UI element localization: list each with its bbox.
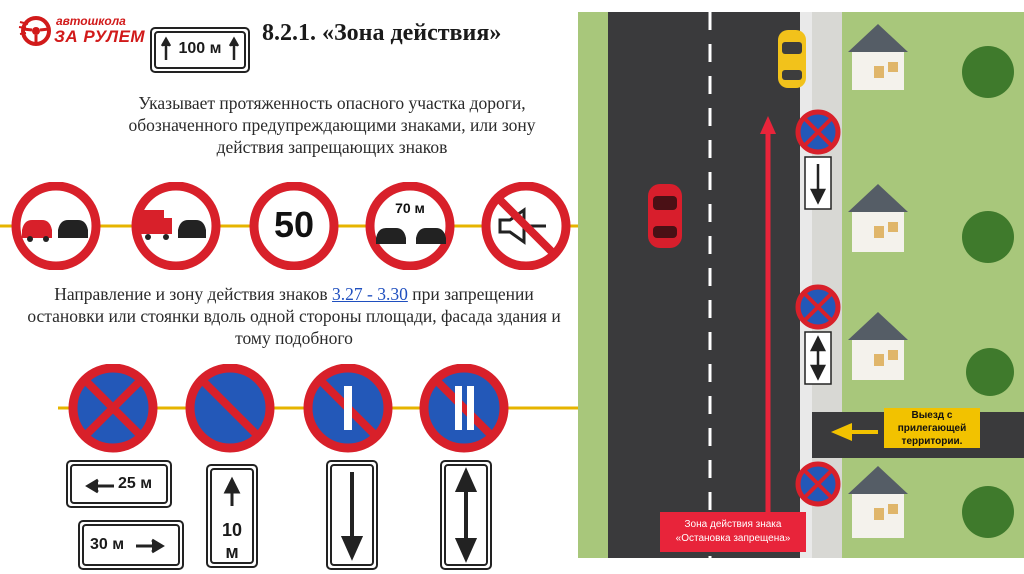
no-truck-overtaking-icon (136, 186, 216, 266)
taxi-icon (778, 30, 806, 88)
steering-wheel-icon (18, 14, 54, 48)
no-overtaking-icon (16, 186, 96, 266)
speed-limit-value: 50 (273, 204, 315, 245)
zone-label (660, 518, 806, 546)
plate-up-10-number: 10 (221, 520, 243, 540)
no-parking-odd-days-icon (308, 368, 388, 448)
plate-up-10 (206, 464, 258, 568)
arrow-down-icon (326, 460, 378, 570)
plate-left-25 (66, 460, 172, 508)
zone-label-line2: «Остановка запрещена» (675, 533, 791, 544)
no-stopping-icon (73, 368, 153, 448)
no-stopping-icon (798, 464, 838, 504)
plate-left-25-text: 25 м (118, 475, 153, 492)
parking-paragraph (20, 283, 568, 349)
parking-paragraph-text-a: Направление и зону действия знаков (54, 284, 333, 304)
signs-link[interactable]: 3.27 - 3.30 (332, 284, 408, 304)
plate-right-30 (78, 520, 184, 570)
page-title: 8.2.1. «Зона действия» (262, 20, 502, 46)
red-car-icon (648, 184, 682, 248)
intro-paragraph: Указывает протяженность опасного участка дороги, обозначенного предупреждающими знаками, или зону действия запрещающих знаков (128, 93, 536, 157)
minimum-distance-icon (370, 186, 450, 266)
header-plate-text: 100 м (178, 40, 222, 57)
plate-up-10-unit: м (225, 542, 239, 562)
exit-label-line2: территории. (901, 436, 963, 447)
no-parking-icon (190, 368, 270, 448)
distance-value: 70 м (395, 200, 425, 216)
header-distance-plate (150, 27, 250, 73)
prohibition-signs-row (0, 182, 578, 270)
brand-line2: ЗА РУЛЕМ (54, 27, 146, 46)
street-scene (578, 12, 1024, 558)
exit-label-line1: Выезд с прилегающей (897, 410, 967, 434)
brand-logo (18, 12, 158, 52)
plate-down-arrow (326, 460, 378, 570)
plate-right-30-text: 30 м (90, 536, 125, 553)
zone-label-line1: Зона действия знака (684, 519, 782, 530)
brand-line1: автошкола (56, 14, 126, 28)
parking-paragraph-text-b: при запрещении остановки или стоянки вдоль одной стороны площади, фасада здания и тому подобного (27, 284, 561, 348)
parking-signs-row (58, 364, 578, 454)
no-horn-icon (486, 186, 566, 266)
exit-label (884, 409, 980, 448)
arrow-updown-icon (440, 460, 492, 570)
no-parking-even-days-icon (424, 368, 504, 448)
plate-both-arrow (440, 460, 492, 570)
